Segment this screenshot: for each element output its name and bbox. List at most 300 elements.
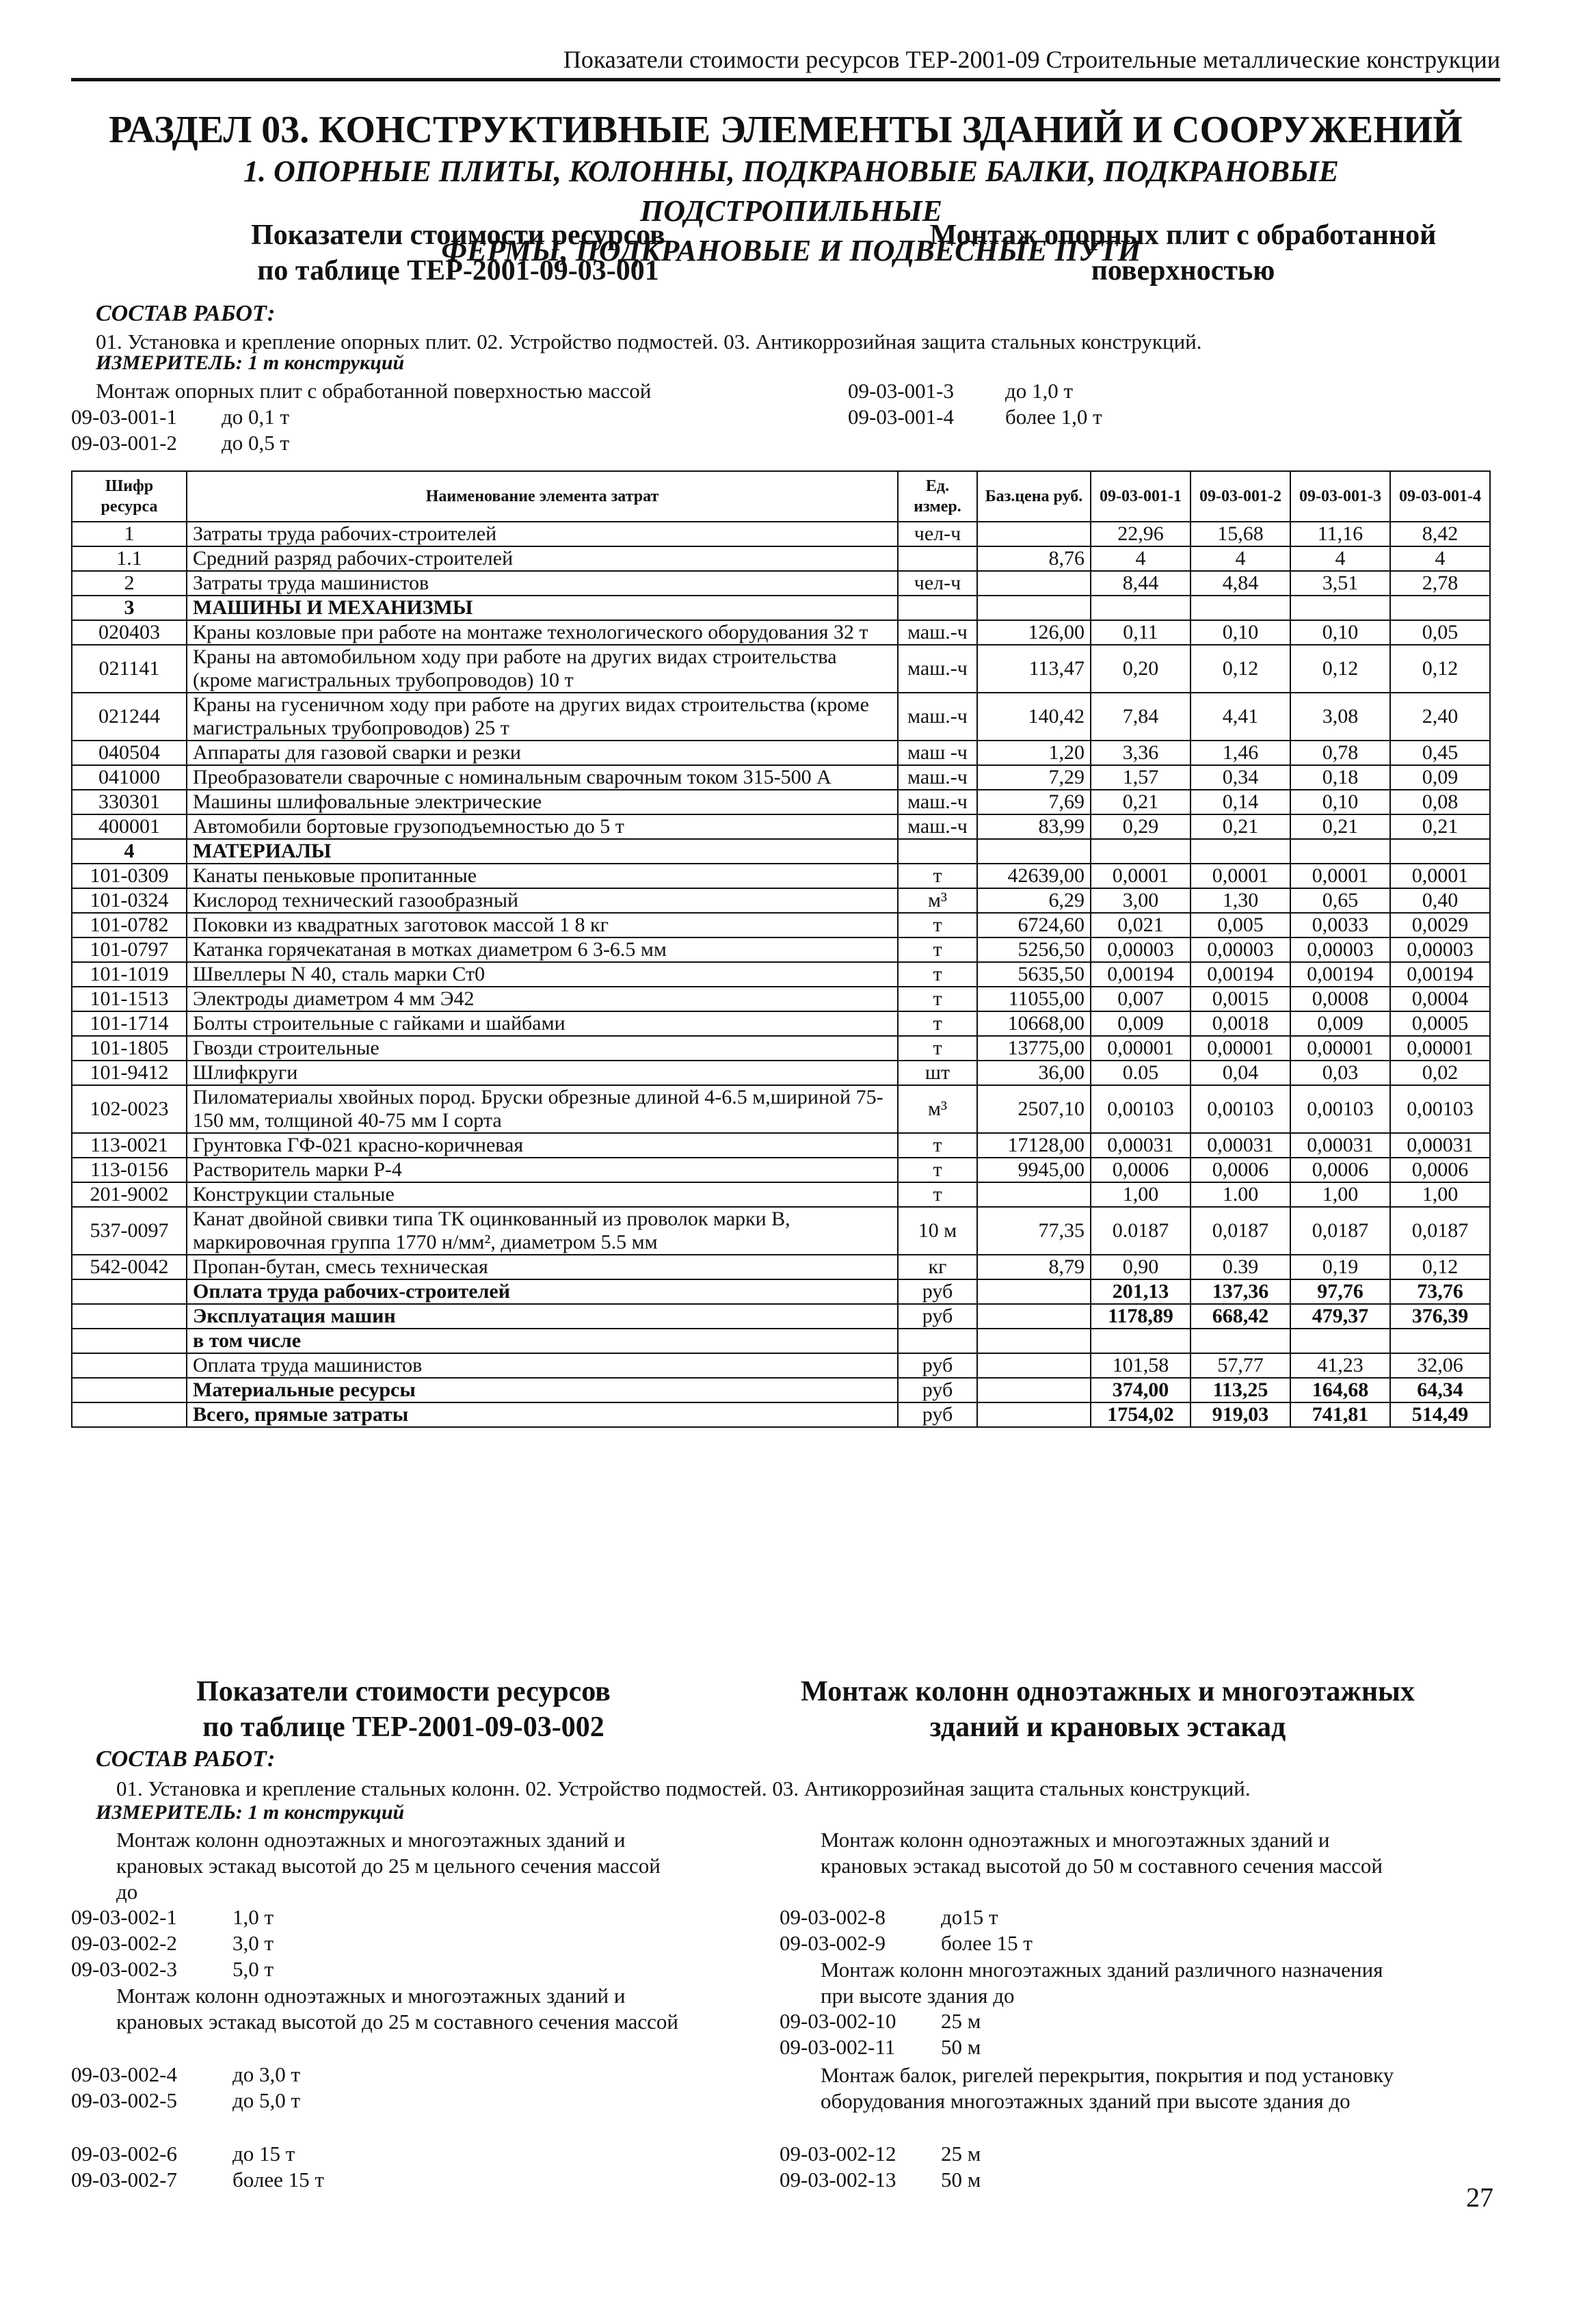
cell-value: 4 bbox=[1390, 546, 1490, 571]
cell-value: 0,00194 bbox=[1290, 962, 1390, 987]
cell-unit: м³ bbox=[898, 1085, 977, 1133]
cell-name: Аппараты для газовой сварки и резки bbox=[187, 741, 898, 765]
cell-value: 0,009 bbox=[1091, 1011, 1191, 1036]
block1-izmeritel: ИЗМЕРИТЕЛЬ: 1 т конструкций bbox=[96, 351, 405, 374]
cell-value bbox=[1390, 839, 1490, 864]
cell-value bbox=[1091, 596, 1191, 620]
cell-base-price bbox=[977, 1353, 1091, 1378]
cell-value: 4 bbox=[1091, 546, 1191, 571]
cell-unit: маш.-ч bbox=[898, 693, 977, 741]
table-row bbox=[72, 864, 1490, 888]
cell-value: 137,36 bbox=[1191, 1279, 1290, 1304]
code-value: до 0,1 т bbox=[222, 405, 290, 429]
cell-code bbox=[72, 1378, 187, 1402]
block1-code-item bbox=[848, 405, 1102, 429]
cell-value: 0,34 bbox=[1191, 765, 1290, 790]
cell-value: 0,0006 bbox=[1091, 1158, 1191, 1182]
cell-name: Оплата труда рабочих-строителей bbox=[187, 1279, 898, 1304]
block1-right-title bbox=[875, 217, 1491, 289]
cell-value: 0,11 bbox=[1091, 620, 1191, 645]
header-col-4: 09-03-001-4 bbox=[1390, 471, 1490, 522]
cell-value: 4,84 bbox=[1191, 571, 1290, 596]
cell-value: 0,007 bbox=[1091, 987, 1191, 1011]
cell-value: 0,0187 bbox=[1191, 1207, 1290, 1255]
cell-value: 0.0187 bbox=[1091, 1207, 1191, 1255]
page-number: 27 bbox=[1466, 2182, 1493, 2213]
cell-value: 0,00001 bbox=[1191, 1036, 1290, 1061]
cell-base-price: 17128,00 bbox=[977, 1133, 1091, 1158]
block2-code-item bbox=[780, 2009, 981, 2034]
cell-code bbox=[72, 1279, 187, 1304]
total-row bbox=[72, 1378, 1490, 1402]
table-row bbox=[72, 693, 1490, 741]
cell-code: 2 bbox=[72, 571, 187, 596]
cell-base-price: 5256,50 bbox=[977, 937, 1091, 962]
code: 09-03-001-1 bbox=[71, 405, 177, 429]
block2-code-item bbox=[780, 1905, 998, 1930]
table-row bbox=[72, 1061, 1490, 1085]
cell-name: Краны козловые при работе на монтаже технологического оборудования 32 т bbox=[187, 620, 898, 645]
block2-code-item bbox=[71, 1905, 274, 1930]
cell-unit: маш.-ч bbox=[898, 645, 977, 693]
cell-unit: руб bbox=[898, 1279, 977, 1304]
cell-value: 0,40 bbox=[1390, 888, 1490, 913]
cell-base-price: 6724,60 bbox=[977, 913, 1091, 937]
block2-code-item bbox=[71, 1957, 274, 1982]
code: 09-03-002-2 bbox=[71, 1931, 177, 1955]
cell-code: 021244 bbox=[72, 693, 187, 741]
table-row bbox=[72, 987, 1490, 1011]
section-title: РАЗДЕЛ 03. КОНСТРУКТИВНЫЕ ЭЛЕМЕНТЫ ЗДАНИЙ И СООРУЖЕНИЙ bbox=[109, 109, 1463, 151]
block2-code-item bbox=[780, 2142, 981, 2166]
cell-unit: кг bbox=[898, 1255, 977, 1279]
cell-value: 1,00 bbox=[1091, 1182, 1191, 1207]
code-value: 1,0 т bbox=[232, 1905, 274, 1929]
cell-value: 0,0187 bbox=[1290, 1207, 1390, 1255]
code-value: 50 м bbox=[941, 2168, 981, 2192]
cell-name: Кислород технический газообразный bbox=[187, 888, 898, 913]
cell-name: МАТЕРИАЛЫ bbox=[187, 839, 898, 864]
cell-base-price: 6,29 bbox=[977, 888, 1091, 913]
block2-sostav-label: СОСТАВ РАБОТ: bbox=[96, 1746, 276, 1772]
code: 09-03-001-3 bbox=[848, 379, 954, 403]
cell-value: 2,78 bbox=[1390, 571, 1490, 596]
block1-left-title-line-2: по таблице ТЕР-2001-09-03-001 bbox=[257, 255, 659, 287]
cell-code: 113-0156 bbox=[72, 1158, 187, 1182]
block2-sostav-text: 01. Установка и крепление стальных колонн. 02. Устройство подмостей. 03. Антикоррозийная защита стальных конструкций. bbox=[116, 1776, 1251, 1800]
cell-value: 0,0033 bbox=[1290, 913, 1390, 937]
code: 09-03-002-10 bbox=[780, 2009, 896, 2033]
cell-code: 020403 bbox=[72, 620, 187, 645]
cell-value: 0,021 bbox=[1091, 913, 1191, 937]
cell-value: 0,05 bbox=[1390, 620, 1490, 645]
cell-name: Шлифкруги bbox=[187, 1061, 898, 1085]
cell-unit: т bbox=[898, 1182, 977, 1207]
cell-code bbox=[72, 1304, 187, 1329]
cell-value: 64,34 bbox=[1390, 1378, 1490, 1402]
cell-value: 0,0018 bbox=[1191, 1011, 1290, 1036]
cell-code: 101-1019 bbox=[72, 962, 187, 987]
code-value: 50 м bbox=[941, 2035, 981, 2059]
cell-unit: т bbox=[898, 1011, 977, 1036]
cell-unit: чел-ч bbox=[898, 571, 977, 596]
cell-value: 0,19 bbox=[1290, 1255, 1390, 1279]
code: 09-03-002-3 bbox=[71, 1957, 177, 1981]
cell-value: 0,21 bbox=[1390, 814, 1490, 839]
cell-unit: м³ bbox=[898, 888, 977, 913]
cell-value bbox=[1191, 596, 1290, 620]
cell-name: Грунтовка ГФ-021 красно-коричневая bbox=[187, 1133, 898, 1158]
cell-code: 542-0042 bbox=[72, 1255, 187, 1279]
cell-unit: руб bbox=[898, 1378, 977, 1402]
cell-value: 668,42 bbox=[1191, 1304, 1290, 1329]
cell-code: 101-0797 bbox=[72, 937, 187, 962]
cell-value bbox=[1290, 596, 1390, 620]
table-row bbox=[72, 1036, 1490, 1061]
cell-unit: т bbox=[898, 1036, 977, 1061]
cell-base-price bbox=[977, 571, 1091, 596]
table-row bbox=[72, 741, 1490, 765]
cell-base-price: 10668,00 bbox=[977, 1011, 1091, 1036]
cell-base-price bbox=[977, 596, 1091, 620]
cell-value: 0,0029 bbox=[1390, 913, 1490, 937]
cell-value: 0,00031 bbox=[1390, 1133, 1490, 1158]
cell-value: 0,00031 bbox=[1191, 1133, 1290, 1158]
cell-name: Всего, прямые затраты bbox=[187, 1402, 898, 1427]
cell-base-price: 13775,00 bbox=[977, 1036, 1091, 1061]
table-row bbox=[72, 522, 1490, 546]
cell-value: 0,00031 bbox=[1290, 1133, 1390, 1158]
cell-name: МАШИНЫ И МЕХАНИЗМЫ bbox=[187, 596, 898, 620]
cell-name: Поковки из квадратных заготовок массой 1 8 кг bbox=[187, 913, 898, 937]
table-row bbox=[72, 937, 1490, 962]
code-value: более 1,0 т bbox=[1005, 405, 1102, 429]
cell-value: 3,36 bbox=[1091, 741, 1191, 765]
cell-value: 0,00103 bbox=[1390, 1085, 1490, 1133]
cell-unit bbox=[898, 596, 977, 620]
cell-value: 4 bbox=[1191, 546, 1290, 571]
cell-unit: т bbox=[898, 864, 977, 888]
cell-base-price bbox=[977, 1329, 1091, 1353]
cell-code: 101-1714 bbox=[72, 1011, 187, 1036]
cell-unit: маш.-ч bbox=[898, 765, 977, 790]
cell-value: 0,21 bbox=[1091, 790, 1191, 814]
code: 09-03-001-4 bbox=[848, 405, 954, 429]
block1-code-item bbox=[71, 431, 289, 455]
cell-name: Швеллеры N 40, сталь марки Ст0 bbox=[187, 962, 898, 987]
cell-value: 0,14 bbox=[1191, 790, 1290, 814]
block2-code-item bbox=[71, 2062, 300, 2087]
table-row bbox=[72, 1207, 1490, 1255]
cell-value: 0,29 bbox=[1091, 814, 1191, 839]
block2-code-item bbox=[71, 2142, 295, 2166]
table-row bbox=[72, 1255, 1490, 1279]
cell-code: 4 bbox=[72, 839, 187, 864]
block2-left-title-line-2: по таблице ТЕР-2001-09-03-002 bbox=[202, 1712, 604, 1743]
cell-code: 101-9412 bbox=[72, 1061, 187, 1085]
cell-base-price bbox=[977, 1402, 1091, 1427]
cell-value: 0,20 bbox=[1091, 645, 1191, 693]
code-value: более 15 т bbox=[941, 1931, 1033, 1955]
cell-value: 0,21 bbox=[1191, 814, 1290, 839]
code: 09-03-002-4 bbox=[71, 2062, 177, 2086]
cell-value bbox=[1390, 1329, 1490, 1353]
cell-value: 0,21 bbox=[1290, 814, 1390, 839]
cell-base-price: 83,99 bbox=[977, 814, 1091, 839]
cell-value: 0,00001 bbox=[1290, 1036, 1390, 1061]
cell-unit: маш.-ч bbox=[898, 790, 977, 814]
cell-value: 4,41 bbox=[1191, 693, 1290, 741]
block1-left-title-line-1: Показатели стоимости ресурсов bbox=[251, 219, 665, 251]
cell-value: 1178,89 bbox=[1091, 1304, 1191, 1329]
cell-value: 0,08 bbox=[1390, 790, 1490, 814]
cell-value: 0,00003 bbox=[1390, 937, 1490, 962]
cell-value: 0,03 bbox=[1290, 1061, 1390, 1085]
cell-code bbox=[72, 1329, 187, 1353]
cell-value: 0,00031 bbox=[1091, 1133, 1191, 1158]
cell-code: 201-9002 bbox=[72, 1182, 187, 1207]
cell-value: 0.39 bbox=[1191, 1255, 1290, 1279]
cell-base-price: 7,69 bbox=[977, 790, 1091, 814]
cell-name: Машины шлифовальные электрические bbox=[187, 790, 898, 814]
cell-value: 113,25 bbox=[1191, 1378, 1290, 1402]
block2-right-desc-2: Монтаж колонн многоэтажных зданий различного назначения при высоте здания до bbox=[821, 1958, 1383, 2008]
cell-name: Пиломатериалы хвойных пород. Бруски обрезные длиной 4-6.5 м,шириной 75-150 мм, толщиной 40-75 мм I сорта bbox=[187, 1085, 898, 1133]
cell-base-price: 126,00 bbox=[977, 620, 1091, 645]
block1-sostav-text: 01. Установка и крепление опорных плит. 02. Устройство подмостей. 03. Антикоррозийная защита стальных конструкций. bbox=[96, 330, 1202, 354]
cell-base-price: 5635,50 bbox=[977, 962, 1091, 987]
code-value: более 15 т bbox=[232, 2168, 324, 2192]
cell-unit: т bbox=[898, 1158, 977, 1182]
cell-name: Автомобили бортовые грузоподъемностью до 5 т bbox=[187, 814, 898, 839]
cell-value: 73,76 bbox=[1390, 1279, 1490, 1304]
cell-value: 0,00103 bbox=[1191, 1085, 1290, 1133]
code-value: 25 м bbox=[941, 2009, 981, 2033]
cell-value: 0,0187 bbox=[1390, 1207, 1490, 1255]
cell-unit: руб bbox=[898, 1304, 977, 1329]
code: 09-03-002-5 bbox=[71, 2088, 177, 2112]
cell-code: 1.1 bbox=[72, 546, 187, 571]
cell-name: Средний разряд рабочих-строителей bbox=[187, 546, 898, 571]
table-row bbox=[72, 571, 1490, 596]
block2-code-item bbox=[780, 2168, 981, 2192]
cell-value: 8,42 bbox=[1390, 522, 1490, 546]
block2-code-item bbox=[780, 1931, 1033, 1956]
code: 09-03-002-13 bbox=[780, 2168, 896, 2192]
cell-code: 537-0097 bbox=[72, 1207, 187, 1255]
table-row bbox=[72, 765, 1490, 790]
cell-value: 1754,02 bbox=[1091, 1402, 1191, 1427]
cell-unit bbox=[898, 546, 977, 571]
cell-base-price: 42639,00 bbox=[977, 864, 1091, 888]
cell-value: 0,005 bbox=[1191, 913, 1290, 937]
block2-code-item bbox=[780, 2035, 981, 2060]
block2-left-desc-2: Монтаж колонн одноэтажных и многоэтажных зданий и крановых эстакад высотой до 25 м составного сечения массой bbox=[116, 1984, 679, 2034]
table-row bbox=[72, 620, 1490, 645]
cell-base-price: 1,20 bbox=[977, 741, 1091, 765]
block2-right-title-line-2: зданий и крановых эстакад bbox=[929, 1712, 1286, 1743]
cell-value bbox=[1091, 1329, 1191, 1353]
code-value: до15 т bbox=[941, 1905, 998, 1929]
total-row bbox=[72, 1402, 1490, 1427]
cell-value: 1,30 bbox=[1191, 888, 1290, 913]
code: 09-03-002-12 bbox=[780, 2142, 896, 2166]
table-row bbox=[72, 546, 1490, 571]
block1-sostav-label: СОСТАВ РАБОТ: bbox=[96, 301, 276, 326]
cell-unit: т bbox=[898, 962, 977, 987]
table-row bbox=[72, 1182, 1490, 1207]
cell-unit: маш.-ч bbox=[898, 814, 977, 839]
cell-name: Электроды диаметром 4 мм Э42 bbox=[187, 987, 898, 1011]
block2-left-title bbox=[137, 1674, 670, 1745]
cell-value: 3,00 bbox=[1091, 888, 1191, 913]
cell-value: 0,00103 bbox=[1091, 1085, 1191, 1133]
cell-unit: т bbox=[898, 1133, 977, 1158]
cell-value: 374,00 bbox=[1091, 1378, 1191, 1402]
cell-value: 0,10 bbox=[1290, 790, 1390, 814]
cell-value: 0,0004 bbox=[1390, 987, 1490, 1011]
cell-base-price bbox=[977, 1378, 1091, 1402]
cell-value: 0,12 bbox=[1390, 1255, 1490, 1279]
cell-value: 0,0006 bbox=[1290, 1158, 1390, 1182]
code-value: 3,0 т bbox=[232, 1931, 274, 1955]
block2-code-item bbox=[71, 1931, 274, 1956]
cell-base-price: 77,35 bbox=[977, 1207, 1091, 1255]
cell-value: 22,96 bbox=[1091, 522, 1191, 546]
cell-value: 101,58 bbox=[1091, 1353, 1191, 1378]
cell-value bbox=[1191, 839, 1290, 864]
subsection-title-line-1: 1. ОПОРНЫЕ ПЛИТЫ, КОЛОННЫ, ПОДКРАНОВЫЕ БАЛКИ, ПОДКРАНОВЫЕ ПОДСТРОПИЛЬНЫЕ bbox=[243, 155, 1339, 228]
running-header: Показатели стоимости ресурсов ТЕР-2001-09 Строительные металлические конструкции bbox=[71, 45, 1500, 81]
cell-base-price: 36,00 bbox=[977, 1061, 1091, 1085]
code-value: до 0,5 т bbox=[222, 431, 290, 455]
cell-base-price: 140,42 bbox=[977, 693, 1091, 741]
cell-value: 1,46 bbox=[1191, 741, 1290, 765]
cell-name: Эксплуатация машин bbox=[187, 1304, 898, 1329]
header-base-price: Баз.цена руб. bbox=[977, 471, 1091, 522]
table-row bbox=[72, 1011, 1490, 1036]
cell-value: 0,0001 bbox=[1390, 864, 1490, 888]
block2-right-desc-1: Монтаж колонн одноэтажных и многоэтажных зданий и крановых эстакад высотой до 50 м составного сечения массой bbox=[821, 1828, 1383, 1878]
cell-base-price: 113,47 bbox=[977, 645, 1091, 693]
cell-value: 0,45 bbox=[1390, 741, 1490, 765]
cell-code: 021141 bbox=[72, 645, 187, 693]
block1-left-title bbox=[205, 217, 711, 289]
code: 09-03-002-8 bbox=[780, 1905, 886, 1929]
cell-value: 0,0001 bbox=[1091, 864, 1191, 888]
cell-base-price bbox=[977, 839, 1091, 864]
cell-name: Преобразователи сварочные с номинальным сварочным током 315-500 А bbox=[187, 765, 898, 790]
cell-value: 32,06 bbox=[1390, 1353, 1490, 1378]
cell-value: 1.00 bbox=[1191, 1182, 1290, 1207]
cell-code bbox=[72, 1402, 187, 1427]
table-row bbox=[72, 814, 1490, 839]
cell-base-price bbox=[977, 1304, 1091, 1329]
cell-name: Материальные ресурсы bbox=[187, 1378, 898, 1402]
cell-code: 101-0324 bbox=[72, 888, 187, 913]
cell-base-price: 8,76 bbox=[977, 546, 1091, 571]
cell-base-price: 9945,00 bbox=[977, 1158, 1091, 1182]
table-row bbox=[72, 913, 1490, 937]
cell-name: Канаты пеньковые пропитанные bbox=[187, 864, 898, 888]
cell-value: 0,009 bbox=[1290, 1011, 1390, 1036]
cell-value: 0,09 bbox=[1390, 765, 1490, 790]
header-unit: Ед. измер. bbox=[898, 471, 977, 522]
cell-value: 0,04 bbox=[1191, 1061, 1290, 1085]
table-header-row bbox=[72, 471, 1490, 522]
cell-unit: т bbox=[898, 913, 977, 937]
table-row bbox=[72, 790, 1490, 814]
cell-name: в том числе bbox=[187, 1329, 898, 1353]
table-row bbox=[72, 1133, 1490, 1158]
cell-value: 0,12 bbox=[1290, 645, 1390, 693]
code-value: до 3,0 т bbox=[232, 2062, 301, 2086]
cell-value: 0,02 bbox=[1390, 1061, 1490, 1085]
resource-table bbox=[71, 470, 1491, 1428]
block2-left-desc-1: Монтаж колонн одноэтажных и многоэтажных зданий и крановых эстакад высотой до 25 м цельного сечения массой до bbox=[116, 1828, 661, 1904]
cell-value: 0,0001 bbox=[1290, 864, 1390, 888]
cell-value: 0,0006 bbox=[1390, 1158, 1490, 1182]
cell-unit bbox=[898, 1329, 977, 1353]
cell-value: 7,84 bbox=[1091, 693, 1191, 741]
cell-value: 919,03 bbox=[1191, 1402, 1290, 1427]
cell-base-price bbox=[977, 522, 1091, 546]
cell-unit: шт bbox=[898, 1061, 977, 1085]
cell-base-price: 7,29 bbox=[977, 765, 1091, 790]
code-value: до 1,0 т bbox=[1005, 379, 1074, 403]
cell-value: 0,00003 bbox=[1191, 937, 1290, 962]
cell-value: 0,00003 bbox=[1290, 937, 1390, 962]
table-row bbox=[72, 1158, 1490, 1182]
cell-value: 0,0006 bbox=[1191, 1158, 1290, 1182]
cell-value: 0,00194 bbox=[1191, 962, 1290, 987]
table-row bbox=[72, 962, 1490, 987]
cell-value: 0,0008 bbox=[1290, 987, 1390, 1011]
subsection-title-line-2: ФЕРМЫ, ПОДКРАНОВЫЕ И ПОДВЕСНЫЕ ПУТИ bbox=[441, 234, 1141, 267]
cell-value: 0,12 bbox=[1390, 645, 1490, 693]
cell-value: 0,78 bbox=[1290, 741, 1390, 765]
block1-code-item bbox=[71, 405, 289, 429]
cell-code: 1 bbox=[72, 522, 187, 546]
code: 09-03-002-11 bbox=[780, 2035, 896, 2059]
cell-unit: 10 м bbox=[898, 1207, 977, 1255]
cell-value: 479,37 bbox=[1290, 1304, 1390, 1329]
block2-right-title bbox=[780, 1674, 1436, 1745]
cell-base-price bbox=[977, 1182, 1091, 1207]
cell-unit: руб bbox=[898, 1402, 977, 1427]
block1-desc: Монтаж опорных плит с обработанной поверхностью массой bbox=[96, 379, 652, 403]
cell-name: Затраты труда машинистов bbox=[187, 571, 898, 596]
block2-right-desc-3: Монтаж балок, ригелей перекрытия, покрытия и под установку оборудования многоэтажных зданий при высоте здания до bbox=[821, 2063, 1394, 2113]
cell-value: 4 bbox=[1290, 546, 1390, 571]
cell-value bbox=[1390, 596, 1490, 620]
cell-name: Краны на гусеничном ходу при работе на других видах строительства (кроме магистральных трубопроводов) 25 т bbox=[187, 693, 898, 741]
block2-code-item bbox=[71, 2088, 300, 2113]
cell-name: Болты строительные с гайками и шайбами bbox=[187, 1011, 898, 1036]
cell-value bbox=[1290, 1329, 1390, 1353]
cell-value: 1,57 bbox=[1091, 765, 1191, 790]
block1-right-title-line-2: поверхностью bbox=[1091, 255, 1275, 287]
cell-value: 0,0001 bbox=[1191, 864, 1290, 888]
cell-value: 3,51 bbox=[1290, 571, 1390, 596]
code-value: до 15 т bbox=[232, 2142, 295, 2166]
total-row bbox=[72, 1329, 1490, 1353]
cell-base-price bbox=[977, 1279, 1091, 1304]
header-col-3: 09-03-001-3 bbox=[1290, 471, 1390, 522]
cell-code: 101-1805 bbox=[72, 1036, 187, 1061]
cell-value: 0,65 bbox=[1290, 888, 1390, 913]
header-name: Наименование элемента затрат bbox=[187, 471, 898, 522]
